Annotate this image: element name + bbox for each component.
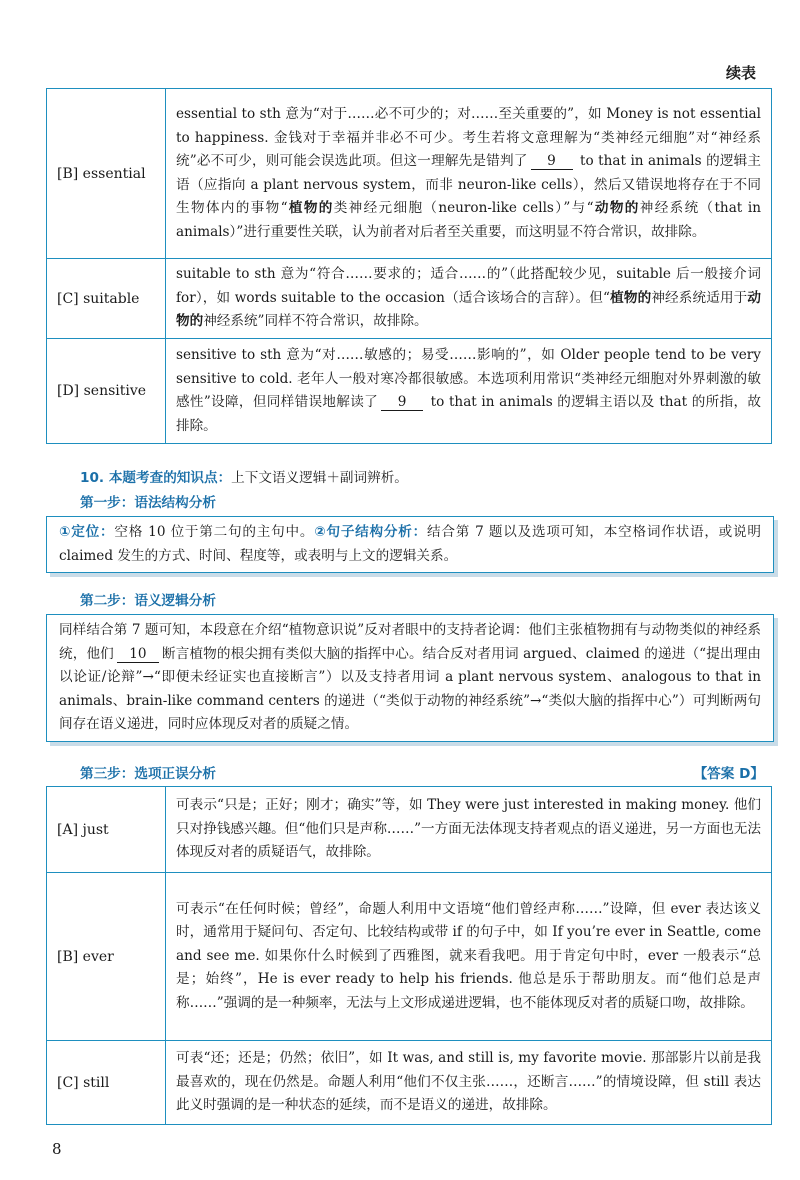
emphasis-text: 动物的 xyxy=(176,289,762,330)
text-segment: 可表示“在任何时候；曾经”，命题人利用中文语境“他们曾经声称……”设障，但 ever 表达该义时，通常用于疑问句、否定句、比较结构或带 if 的句子中，如 If you’re ever in Seattle, come and see me. 如果你什么时候到了西雅图，就来看我吧。用于肯定句中时，ever 一般表示“总是；始终”，He is ever ready to help his friends. 他总是乐于帮助朋友。而“他们总是声称……”强调的是一种频率，无法与上文形成递进逻辑，也不能体现反对者的质疑口吻，故排除。 xyxy=(176,900,761,1011)
question-topic: 上下文语义逻辑＋副词辨析。 xyxy=(231,470,408,486)
answer-blank: 9 xyxy=(531,153,573,170)
option-label: [C] suitable xyxy=(47,259,166,339)
text-segment: essential to sth 意为“对于……必不可少的；对……至关重要的”，如 Money is not essential to happiness. 金钱对于幸福并非必不可少。考生若将文意理解为“类神经元细胞”对“神经系统”必不可少，则可能会误选此项。但这一理解先是错判了 xyxy=(176,106,761,169)
text-segment: 神经系统（that in animals）”进行重要性关联，认为前者对后者至关重要，而这明显不符合常识，故排除。 xyxy=(176,200,762,240)
text-segment: suitable to sth 意为“符合……要求的；适合……的”（此搭配较少见，suitable 后一般接介词 for），如 words suitable to the occasion（适合该场合的言辞）。但“ xyxy=(176,266,761,306)
option-label: [C] still xyxy=(47,1041,166,1125)
emphasis-text: 动物的 xyxy=(593,200,640,216)
text-segment: to that in animals 的逻辑主语以及 that 的所指，故排除。 xyxy=(176,394,761,434)
table-row xyxy=(47,873,772,1041)
text-segment: 神经系统适用于 xyxy=(651,289,748,306)
option-label: [B] essential xyxy=(47,89,166,259)
option-explanation xyxy=(166,339,772,444)
table-row xyxy=(47,1041,772,1125)
text-segment: to that in animals 的逻辑主语（应指向 a plant nervous system，而非 neuron-like cells），然后又错误地将存在于不同生物体内的事物“ xyxy=(176,153,761,216)
option-explanation xyxy=(166,89,772,259)
answer-blank: 10 xyxy=(117,646,159,663)
option-explanation xyxy=(166,787,772,873)
highlight-label: ①定位： xyxy=(59,524,115,540)
text-segment: 可表“还；还是；仍然；依旧”，如 It was, and still is, my favorite movie. 那部影片以前是我最喜欢的，现在仍然是。命题人利用“他们不仅主张……，还断言……”的情境设障，但 still 表达此义时强调的是一种状态的延续，而不是语义的递进，故排除。 xyxy=(176,1050,761,1114)
text-segment: 神经系统”同样不符合常识，故排除。 xyxy=(203,313,428,330)
text-segment: 结合第 7 题以及选项可知，本空格词作状语，或说明 claimed 发生的方式、时间、程度等，或表明与上文的逻辑关系。 xyxy=(59,524,761,564)
option-table-q9 xyxy=(46,88,772,444)
option-label: [A] just xyxy=(47,787,166,873)
answer-badge: 【答案 D】 xyxy=(693,766,764,782)
option-explanation xyxy=(166,1041,772,1125)
text-segment: 空格 10 位于第二句的主句中。 xyxy=(114,524,315,540)
emphasis-text: 植物的 xyxy=(609,289,652,306)
text-segment: 断言植物的根尖拥有类似大脑的指挥中心。结合反对者用词 argued、claimed 的递进（“提出理由以论证/论辩”→“即便未经证实也直接断言”）以及支持者用词 a plant nervous system、analogous to that in animals、brain-like command centers 的递进（“类似于动物的神经系统”→“类似大脑的指挥中心”）可判断两句间存在语义递进，同时应体现反对者的质疑之情。 xyxy=(59,645,762,732)
step1-box xyxy=(46,516,774,573)
option-explanation xyxy=(166,873,772,1041)
option-explanation xyxy=(166,259,772,339)
step1-title: 第一步：语法结构分析 xyxy=(80,495,216,511)
highlight-label: ②句子结构分析： xyxy=(314,524,427,540)
emphasis-text: 植物的 xyxy=(287,200,334,216)
step2-title: 第二步：语义逻辑分析 xyxy=(80,593,216,609)
table-row xyxy=(47,787,772,873)
page-number: 8 xyxy=(52,1140,62,1158)
option-label: [B] ever xyxy=(47,873,166,1041)
text-segment: 可表示“只是；正好；刚才；确实”等，如 They were just interested in making money. 他们只对挣钱感兴趣。但“他们只是声称……”一方面无法体现支持者观点的语义递进，另一方面也无法体现反对者的质疑语气，故排除。 xyxy=(176,797,761,861)
table-row xyxy=(47,339,772,444)
option-label: [D] sensitive xyxy=(47,339,166,444)
table-row xyxy=(47,259,772,339)
table-row xyxy=(47,89,772,259)
text-segment: 类神经元细胞（neuron-like cells）”与“ xyxy=(333,200,594,216)
answer-blank: 9 xyxy=(381,394,423,411)
text-segment: 同样结合第 7 题可知，本段意在介绍“植物意识说”反对者眼中的支持者论调：他们主张植物拥有与动物类似的神经系统，他们 xyxy=(59,622,761,662)
step3-title: 第三步：选项正误分析 xyxy=(80,766,216,782)
continued-label: 续表 xyxy=(725,64,756,82)
option-table-q10 xyxy=(46,786,772,1125)
text-segment: sensitive to sth 意为“对……敏感的；易受……影响的”，如 Older people tend to be very sensitive to cold. 老年人一般对寒冷都很敏感。本选项利用常识“类神经元细胞对外界刺激的敏感性”设障，但同样错误地解读了 xyxy=(176,347,761,410)
step2-box xyxy=(46,614,774,742)
question-heading xyxy=(80,466,408,486)
question-number-label: 10. 本题考查的知识点： xyxy=(80,470,232,486)
